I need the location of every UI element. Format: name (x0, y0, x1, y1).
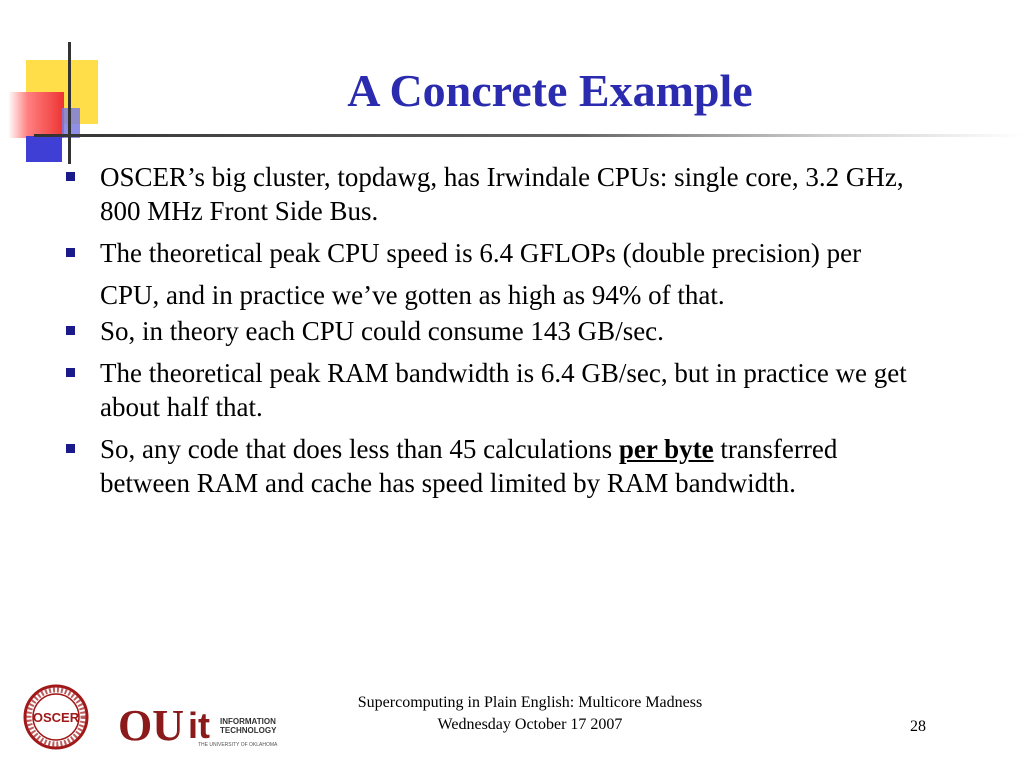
bullet-square-icon (66, 326, 75, 335)
bullet-item (62, 232, 922, 316)
it-logo-line1: INFORMATION (220, 717, 276, 726)
bullet-text: OSCER’s big cluster, topdawg, has Irwindale CPUs: single core, 3.2 GHz, 800 MHz Front Side Bus. (100, 162, 904, 226)
it-logo-text: it (188, 705, 210, 746)
bullet-square-icon (66, 172, 75, 181)
bullet-item (62, 432, 922, 500)
page-number: 28 (910, 718, 926, 735)
footer-line-2: Wednesday October 17 2007 (437, 716, 623, 733)
bullet-square-icon (66, 248, 75, 257)
bullet-text-before: So, any code that does less than 45 calculations (100, 434, 619, 464)
bullet-item (62, 356, 922, 424)
bullet-emphasis: per byte (618, 434, 714, 464)
bullet-text: So, in theory each CPU could consume 143 GB/sec. (100, 316, 664, 346)
ou-logo-text: OU (118, 701, 184, 750)
it-logo (188, 705, 278, 748)
it-logo-line2: TECHNOLOGY (220, 726, 277, 735)
bullet-item (62, 314, 922, 348)
decor-blue-square (26, 136, 62, 162)
bullet-text-after: transferred between RAM and cache has speed limited by RAM bandwidth. (100, 434, 838, 498)
bullet-square-icon (66, 368, 75, 377)
bullet-item (62, 160, 922, 228)
slide-title: A Concrete Example (347, 65, 753, 116)
oscer-seal-text: OSCER (32, 710, 80, 725)
ou-logo (118, 701, 184, 750)
slide-footer (290, 692, 770, 736)
it-logo-line3: THE UNIVERSITY OF OKLAHOMA (198, 742, 278, 748)
bullet-square-icon (66, 444, 75, 453)
bullet-text: The theoretical peak CPU speed is 6.4 GFLOPs (double precision) per CPU, and in practice we’ve gotten as high as 94% of that. (100, 238, 862, 310)
oscer-seal-logo (25, 686, 87, 748)
footer-logos (20, 684, 290, 750)
bullet-text: The theoretical peak RAM bandwidth is 6.4 GB/sec, but in practice we get about half that. (100, 358, 907, 422)
decor-horizontal-rule (34, 134, 1024, 137)
footer-line-1: Supercomputing in Plain English: Multicore Madness (357, 694, 703, 711)
bullet-list (62, 160, 922, 508)
